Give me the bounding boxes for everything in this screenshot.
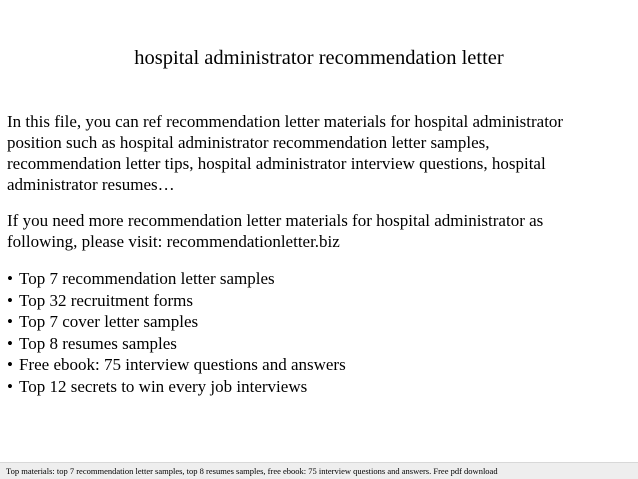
visit-line: If you need more recommendation letter materials for hospital administrator as [7,211,544,230]
bullet-marker: • [7,312,13,331]
list-item [7,354,633,376]
bullet-marker: • [7,355,13,374]
list-item [7,290,633,312]
list-item [7,311,633,333]
list-item [7,376,633,398]
list-item [7,268,633,290]
page-title: hospital administrator recommendation letter [134,47,504,69]
list-item-text: Free ebook: 75 interview questions and answers [19,355,346,374]
list-item-text: Top 8 resumes samples [19,333,177,353]
materials-list [7,268,633,397]
intro-line: recommendation letter tips, hospital administrator interview questions, hospital [7,154,546,173]
visit-line: following, please visit: recommendationletter.biz [7,232,340,251]
visit-paragraph [7,210,633,252]
list-item-text: Top 7 cover letter samples [19,312,199,331]
list-item-text: Top 7 recommendation letter samples [19,269,275,288]
list-item-text: Top 12 secrets to win every job interviews [19,376,308,396]
bullet-marker: • [7,290,13,310]
intro-line: position such as hospital administrator recommendation letter samples, [7,133,490,152]
intro-line: In this file, you can ref recommendation letter materials for hospital administrator [7,112,564,131]
intro-paragraph [7,111,633,195]
intro-line: administrator resumes… [7,175,175,194]
list-item-text: Top 32 recruitment forms [19,290,193,310]
list-item [7,333,633,355]
bullet-marker: • [7,269,13,288]
bullet-marker: • [7,333,13,353]
bullet-marker: • [7,376,13,396]
footer-bar [0,462,638,479]
footer-text: Top materials: top 7 recommendation letter samples, top 8 resumes samples, free ebook: 75 interview questions and answers. Free pdf download [6,466,498,476]
